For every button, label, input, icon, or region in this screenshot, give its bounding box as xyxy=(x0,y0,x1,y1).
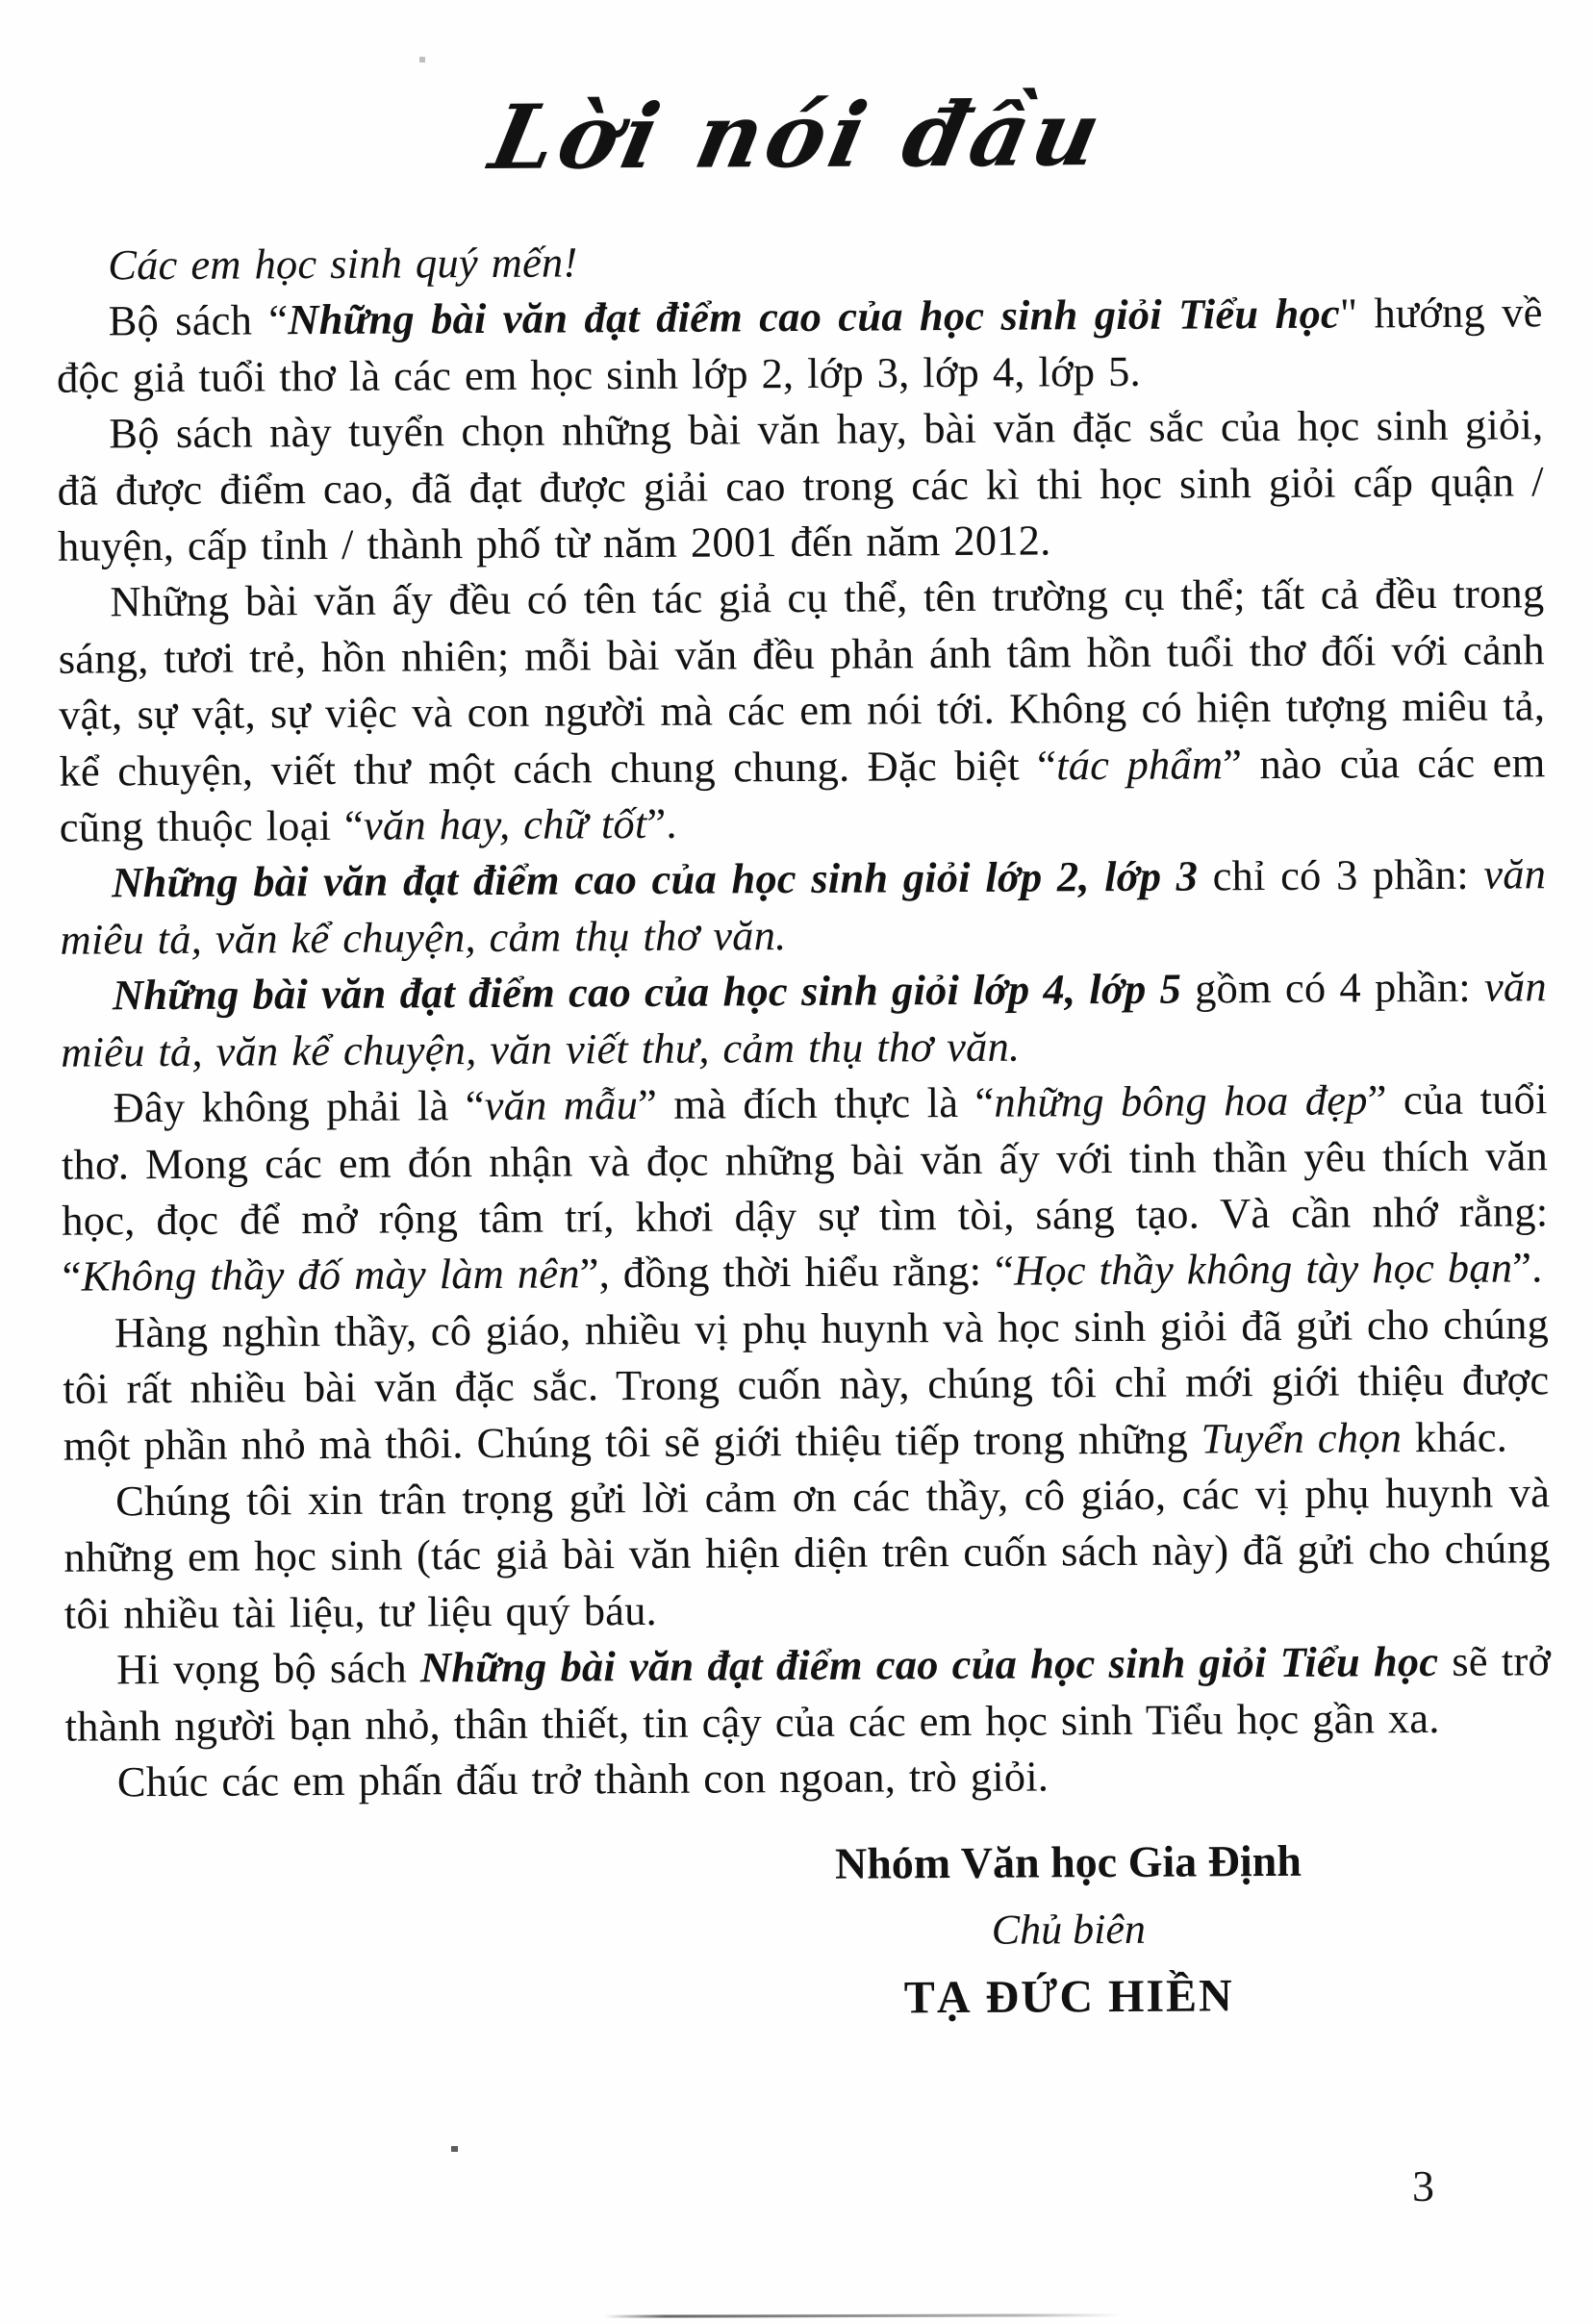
text-run: Bộ sách này tuyển chọn những bài văn hay, bài văn đặc sắc của học sinh giỏi, đã được điểm cao, đã đạt được giải cao trong các kì thi học sinh giỏi cấp quận / huyện, cấp tỉnh / thành phố từ năm 2001 đến năm 2012. xyxy=(57,400,1544,570)
signature-role: Chủ biên xyxy=(991,1906,1147,1955)
scan-artifact-line xyxy=(604,2313,1120,2317)
signature-group: Nhóm Văn học Gia Định xyxy=(834,1836,1302,1889)
text-run: văn miêu tả, văn kể chuyện, cảm thụ thơ văn. xyxy=(60,849,1547,964)
paragraph xyxy=(57,396,1544,574)
signature-name: TẠ ĐỨC HIỀN xyxy=(903,1970,1234,2024)
text-run: ” nào của các em cũng thuộc loại “ xyxy=(59,737,1546,851)
page-content xyxy=(55,59,1553,2037)
text-run: ”. xyxy=(646,798,677,848)
text-run: Đây không phải là “ xyxy=(113,1081,485,1132)
signature-block xyxy=(779,1828,1357,2034)
text-run: văn miêu tả, văn kể chuyện, văn viết thư, cảm thụ thơ văn. xyxy=(61,962,1548,1076)
text-run: Chúng tôi xin trân trọng gửi lời cảm ơn các thầy, cô giáo, các vị phụ huynh và những em học sinh (tác giả bài văn hiện diện trên cuốn sách này) đã gửi cho chúng tôi nhiều tài liệu, tư liệu quý báu. xyxy=(63,1468,1551,1638)
text-run: văn hay, chữ tốt xyxy=(363,799,647,849)
text-run: Những bài văn đạt điểm cao của học sinh giỏi lớp 4, lớp 5 xyxy=(112,964,1182,1020)
text-run: Hàng nghìn thầy, cô giáo, nhiều vị phụ huynh và học sinh giỏi đã gửi cho chúng tôi rất nhiều bài văn đặc sắc. Trong cuốn này, chúng tôi chỉ mới giới thiệu được một phần nhỏ mà thôi. Chúng tôi sẽ giới thiệu tiếp trong những xyxy=(63,1299,1550,1470)
text-run: Tuyển chọn xyxy=(1201,1412,1403,1462)
paragraph xyxy=(61,959,1548,1080)
text-run: Những bài văn ấy đều có tên tác giả cụ thể, tên trường cụ thể; tất cả đều trong sáng, tươi trẻ, hồn nhiên; mỗi bài văn đều phản ánh tâm hồn tuổi thơ đối với cảnh vật, sự vật, sự việc và con người mà các em nói tới. Không có hiện tượng miêu tả, kể chuyện, viết thư một cách chung chung. Đặc biệt “ xyxy=(58,568,1546,796)
text-run: chỉ có 3 phần: xyxy=(1198,850,1484,900)
paragraph xyxy=(63,1464,1551,1642)
text-run: tác phẩm xyxy=(1056,739,1224,790)
paragraph xyxy=(56,228,1542,293)
text-run: ”, đồng thời hiểu rằng: “ xyxy=(579,1246,1015,1298)
text-run: những bông hoa đẹp xyxy=(994,1075,1368,1126)
text-run: văn mẫu xyxy=(484,1080,639,1130)
text-run: Hi vọng bộ sách xyxy=(116,1643,421,1694)
paragraph xyxy=(65,1745,1552,1810)
text-run: Bộ sách “ xyxy=(108,295,289,345)
paragraph xyxy=(58,566,1546,855)
text-run: ” của tuổi thơ. Mong các em đón nhận và đọc những bài văn ấy với tinh thần yêu thích văn học, đọc để mở rộng tâm trí, khơi dậy sự tìm tòi, sáng tạo. Và cần nhớ rằng: “ xyxy=(61,1074,1549,1301)
text-run: Những bài văn đạt điểm cao của học sinh giỏi Tiểu học xyxy=(288,289,1341,344)
preface-title: Lời nói đầu xyxy=(482,81,1115,190)
preface-body xyxy=(56,228,1552,1810)
text-run: Các em học sinh quý mến! xyxy=(108,238,578,290)
paragraph xyxy=(64,1632,1552,1754)
text-run: ” mà đích thực là “ xyxy=(637,1077,995,1129)
page-number: 3 xyxy=(1412,2161,1434,2210)
text-run: " hướng về độc giả tuổi thơ là các em học sinh lớp 2, lớp 3, lớp 4, lớp 5. xyxy=(56,288,1543,402)
text-run: ”. xyxy=(1512,1243,1543,1292)
scan-speck xyxy=(419,57,425,63)
text-run: gồm có 4 phần: xyxy=(1180,962,1485,1013)
text-run: Học thầy không tày học bạn xyxy=(1013,1243,1513,1295)
text-run: sẽ trở thành người bạn nhỏ, thân thiết, tin cậy của các em học sinh Tiểu học gần xa. xyxy=(64,1636,1552,1751)
paragraph xyxy=(60,846,1547,968)
text-run: Chúc các em phấn đấu trở thành con ngoan, trò giỏi. xyxy=(116,1752,1049,1806)
paragraph xyxy=(63,1296,1550,1474)
preface-title-wrap xyxy=(55,59,1542,212)
text-run: Những bài văn đạt điểm cao của học sinh giỏi Tiểu học xyxy=(419,1637,1439,1692)
scan-speck xyxy=(451,2146,458,2152)
text-run: Không thầy đố mày làm nên xyxy=(81,1249,580,1301)
text-run: Những bài văn đạt điểm cao của học sinh giỏi lớp 2, lớp 3 xyxy=(112,851,1199,907)
paragraph xyxy=(56,285,1543,406)
paragraph xyxy=(61,1071,1548,1304)
text-run: khác. xyxy=(1401,1412,1508,1461)
